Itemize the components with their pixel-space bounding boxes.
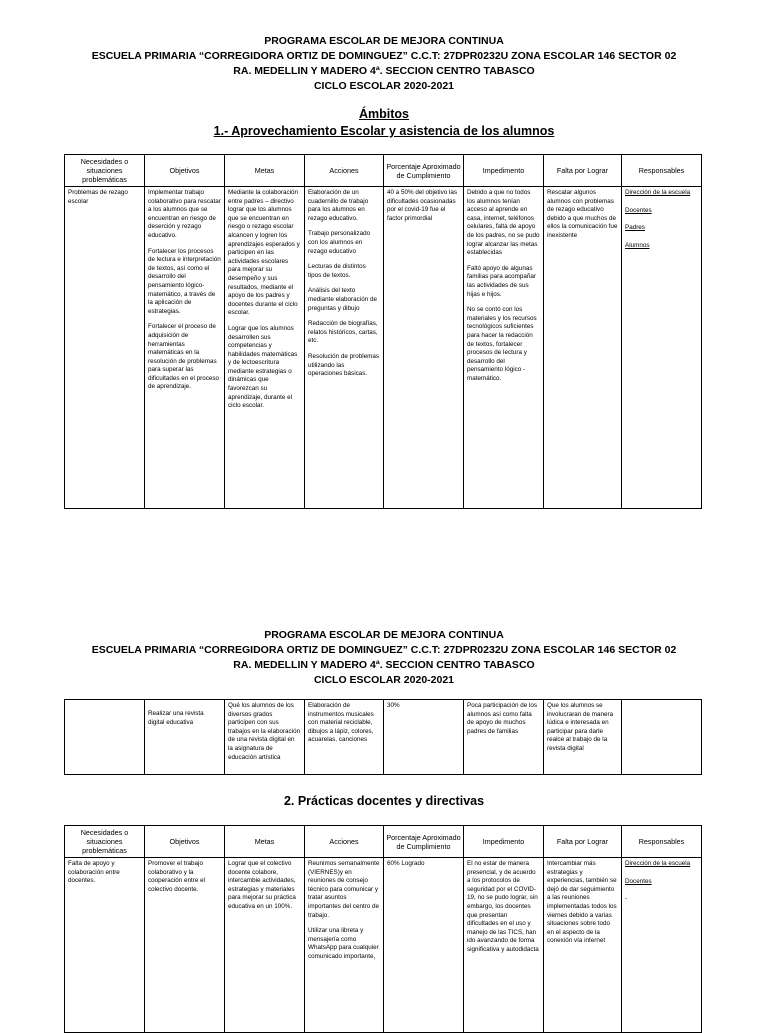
address-line: RA. MEDELLIN Y MADERO 4ª. SECCION CENTRO TABASCO: [233, 659, 535, 671]
responsable-direccion: Dirección de la escuela: [625, 189, 691, 196]
cell-metas: Lograr que el colectivo docente colabore, intercambie actividades, estrategias y materiales para mejorar su práctica educativa en un 100%.: [225, 858, 305, 1033]
col-porcentaje: Porcentaje Aproximado de Cumplimiento: [384, 155, 464, 187]
cell-acciones: Reunimos semanalmente (VIERNES)y en reuniones de consejo técnico para comunicar y tratar asuntos importantes del centro de trabajo. Utilizar una libreta y mensajería como WhatsApp para cualquier comunicado importante,: [305, 858, 384, 1033]
cell-responsables: [622, 700, 702, 775]
cell-falta: Rescatar algunos alumnos con problemas de rezago educativo debido a que muchos de ellos la comunicación fue inexistente: [544, 187, 622, 509]
responsable-dash: -: [625, 895, 628, 903]
responsable-direccion: Dirección de la escuela: [625, 860, 691, 867]
cell-metas: Mediante la colaboración entre padres – directivo lograr que los alumnos que se encuentran en riesgo o rezago escolar alcancen y logren los aprendizajes esperados y participen en las actividades escolares para mejorar su desempeño y sus resultados, mediante el apoyo de los padres y docentes durante el ciclo escolar. Lograr que los alumnos desarrollen sus competencias y habilidades matemáticas y de lectoescritura mediante estrategias o dinámicas que favorezcan su aprendizaje, durante el ciclo escolar.: [225, 187, 305, 509]
cell-necesidades: Falta de apoyo y colaboración entre docentes.: [65, 858, 145, 1033]
cell-metas: Qué los alumnos de los diversos grados participen con sus trabajos en la elaboración de una revista digital en la asignatura de educación artística: [225, 700, 305, 775]
table-row: [65, 187, 702, 509]
col-necesidades: Necesidades o situaciones problemáticas: [65, 826, 145, 858]
cell-objetivos: Realizar una revista digital educativa: [145, 700, 225, 775]
col-metas: Metas: [225, 826, 305, 858]
col-responsables: Responsables: [622, 826, 702, 858]
table-row: [65, 858, 702, 1033]
col-porcentaje: Porcentaje Aproximado de Cumplimiento: [384, 826, 464, 858]
col-falta: Falta por Lograr: [544, 155, 622, 187]
school-year-line: CICLO ESCOLAR 2020-2021: [313, 80, 455, 92]
responsable-alumnos: Alumnos: [625, 241, 650, 249]
cell-porcentaje: 60% Logrado: [384, 858, 464, 1033]
col-metas: Metas: [225, 155, 305, 187]
cell-impedimento: Poca participación de los alumnos así como falta de apoyo de muchos padres de familias: [464, 700, 544, 775]
school-line: ESCUELA PRIMARIA “CORREGIDORA ORTIZ DE DOMINGUEZ” C.C.T: 27DPR0232U ZONA ESCOLAR 146 SECTOR 02: [91, 50, 677, 62]
table-continuation: [64, 699, 702, 775]
ambitos-heading: Ámbitos: [359, 107, 409, 121]
table-header-row: [65, 826, 702, 858]
cell-acciones: Elaboración de un cuadernillo de trabajo para los alumnos en rezago educativo. Trabajo personalizado con los alumnos en rezago educativo Lecturas de distintos tipos de textos. Análisis del texto mediante elaboración de preguntas y dibujo Redacción de biografías, relatos históricos, cartas, etc. Resolución de problemas utilizando las operaciones básicas.: [305, 187, 384, 509]
col-objetivos: Objetivos: [145, 826, 225, 858]
cell-porcentaje: 40 a 50% del objetivo las dificultades ocasionadas por el covid-19 fue el factor primordial: [384, 187, 464, 509]
col-necesidades: Necesidades o situaciones problemáticas: [65, 155, 145, 187]
cell-falta: Intercambiar más estrategias y experiencias, también se dejó de dar seguimiento a las reuniones implementadas todos los viernes debido a varias situaciones sobre todo en el aspecto de la conexión vía internet: [544, 858, 622, 1033]
col-impedimento: Impedimento: [464, 826, 544, 858]
document-header-2: [0, 628, 768, 688]
col-impedimento: Impedimento: [464, 155, 544, 187]
col-acciones: Acciones: [305, 155, 384, 187]
cell-objetivos: Promover el trabajo colaborativo y la cooperación entre el colectivo docente.: [145, 858, 225, 1033]
cell-porcentaje: 30%: [384, 700, 464, 775]
school-year-line: CICLO ESCOLAR 2020-2021: [313, 674, 455, 686]
section-1-title: 1.- Aprovechamiento Escolar y asistencia de los alumnos: [213, 124, 555, 138]
program-title: PROGRAMA ESCOLAR DE MEJORA CONTINUA: [264, 35, 504, 47]
cell-impedimento: El no estar de manera presencial, y de acuerdo a los protocolos de seguridad por el COVID-19, no se pudo lograr, sin embargo, los docentes que presentan dificultades en el uso y manejo de las TICS, han ido avanzando de forma significativa y autodidacta: [464, 858, 544, 1033]
cell-acciones: Elaboración de instrumentos musicales con material reciclable, dibujos a lápiz, colores, acuarelas, canciones: [305, 700, 384, 775]
responsable-docentes: Docentes: [625, 877, 652, 885]
col-falta: Falta por Lograr: [544, 826, 622, 858]
cell-objetivos: Implementar trabajo colaborativo para rescatar a los alumnos que se encuentran en riesgo de deserción y rezago educativo. Fortalecer los procesos de lectura e interpretación de textos, así como el desarrollo del pensamiento lógico-matemático, a través de la aplicación de estrategias. Fortalecer el proceso de adquisición de herramientas matemáticas en la resolución de problemas para superar las dificultades en el proceso de aprendizaje.: [145, 187, 225, 509]
responsable-docentes: Docentes: [625, 206, 652, 214]
cell-responsables: [622, 187, 702, 509]
cell-necesidades: Problemas de rezago escolar: [65, 187, 145, 509]
section-2-title: 2. Prácticas docentes y directivas: [283, 794, 485, 808]
table-row: [65, 700, 702, 775]
cell-necesidades: [65, 700, 145, 775]
cell-impedimento: Debido a que no todos los alumnos tenían acceso al aprende en casa, internet, teléfonos celulares, falta de apoyo de los padres, no se pudo lograr alcanzar las metas establecidas Faltó apoyo de algunas familias para acompañar las actividades de sus hijas e hijos. No se contó con los materiales y los recursos tecnológicos suficientes para hacer la redacción de textos, fortalecer procesos de lectura y desarrollo del pensamiento lógico - matemático.: [464, 187, 544, 509]
program-title: PROGRAMA ESCOLAR DE MEJORA CONTINUA: [264, 629, 504, 641]
table-aprovechamiento: [64, 154, 702, 509]
col-acciones: Acciones: [305, 826, 384, 858]
address-line: RA. MEDELLIN Y MADERO 4ª. SECCION CENTRO TABASCO: [233, 65, 535, 77]
col-responsables: Responsables: [622, 155, 702, 187]
cell-responsables: [622, 858, 702, 1033]
responsable-padres: Padres: [625, 224, 645, 232]
school-line: ESCUELA PRIMARIA “CORREGIDORA ORTIZ DE DOMINGUEZ” C.C.T: 27DPR0232U ZONA ESCOLAR 146 SECTOR 02: [91, 644, 677, 656]
table-practicas: [64, 825, 702, 1033]
col-objetivos: Objetivos: [145, 155, 225, 187]
cell-falta: Que los alumnos se involucraran de manera lúdica e interesada en participar para darle realce al trabajo de la revista digital: [544, 700, 622, 775]
document-header: [0, 34, 768, 94]
table-header-row: [65, 155, 702, 187]
